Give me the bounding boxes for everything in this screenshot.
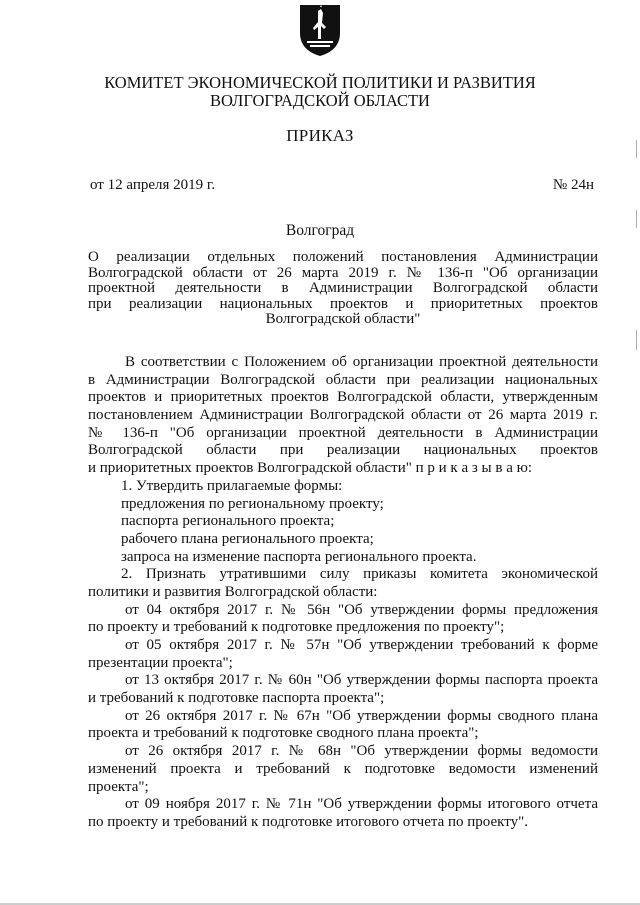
body-line: рабочего плана регионального проекта; xyxy=(121,530,374,547)
body-line: проекта"; xyxy=(88,778,149,795)
body-line: от 26 октября 2017 г. № 67н "Об утверждении формы сводного плана xyxy=(125,707,598,724)
subject-line: Волгоградской области от 26 марта 2019 г. № 136-п "Об организации xyxy=(88,264,598,281)
subject-line: О реализации отдельных положений постановления Администрации xyxy=(88,249,598,265)
organization-name-line1: КОМИТЕТ ЭКОНОМИЧЕСКОЙ ПОЛИТИКИ И РАЗВИТИЯ xyxy=(104,73,536,92)
body-line: Волгоградской области при реализации национальных проектов xyxy=(88,442,598,459)
body-line: в Администрации Волгоградской области при реализации национальных xyxy=(88,371,598,388)
document-city: Волгоград xyxy=(285,222,355,239)
scan-edge-mark xyxy=(636,140,637,158)
body-line: № 136-п "Об организации проектной деятельности в Администрации xyxy=(88,424,598,441)
body-line: паспорта регионального проекта; xyxy=(121,513,335,530)
scan-edge-mark xyxy=(636,330,637,350)
body-line: 2. Признать утратившими силу приказы комитета экономической xyxy=(121,566,598,583)
body-line: презентации проекта"; xyxy=(88,654,233,671)
document-type-title: ПРИКАЗ xyxy=(286,126,354,145)
body-line: и приоритетных проектов Волгоградской области" п р и к а з ы в а ю: xyxy=(88,460,532,477)
body-line: политики и развития Волгоградской области: xyxy=(88,583,378,600)
document-subject xyxy=(88,250,598,328)
body-line: проекта и требований к подготовке сводного плана проекта"; xyxy=(88,725,479,742)
document-number: № 24н xyxy=(552,177,594,193)
body-line: изменений проекта и требований к подготовке ведомости изменений xyxy=(88,760,598,777)
body-line: 1. Утвердить прилагаемые формы: xyxy=(121,477,343,494)
body-line: В соответствии с Положением об организации проектной деятельности xyxy=(125,354,598,370)
body-line: проектов и приоритетных проектов Волгоградской области, утвержденным xyxy=(88,389,598,406)
document-body xyxy=(88,354,598,832)
body-line: по проекту и требований к подготовке итогового отчета по проекту". xyxy=(88,813,528,830)
body-line: от 13 октября 2017 г. № 60н "Об утверждении формы паспорта проекта xyxy=(125,672,598,689)
body-line: по проекту и требований к подготовке предложения по проекту"; xyxy=(88,619,505,636)
body-line: от 04 октября 2017 г. № 56н "Об утверждении формы предложения xyxy=(125,601,598,618)
body-line: от 09 ноября 2017 г. № 71н "Об утверждении формы итогового отчета xyxy=(125,796,598,813)
subject-line: Волгоградской области" xyxy=(265,311,421,327)
volgograd-coat-of-arms-icon xyxy=(297,3,343,57)
organization-name-line2: ВОЛГОГРАДСКОЙ ОБЛАСТИ xyxy=(210,91,430,110)
subject-line: при реализации национальных проектов и приоритетных проектов xyxy=(88,295,598,312)
scan-edge-mark xyxy=(636,210,637,228)
document-date: от 12 апреля 2019 г. xyxy=(90,177,216,193)
subject-line: проектной деятельности в Администрации Волгоградской области xyxy=(88,280,598,296)
body-line: от 05 октября 2017 г. № 57н "Об утверждении требований к форме xyxy=(125,637,598,653)
body-line: от 26 октября 2017 г. № 68н "Об утверждении формы ведомости xyxy=(125,743,598,760)
body-line: и требований к подготовке паспорта проекта"; xyxy=(88,690,385,707)
body-line: постановлением Администрации Волгоградской области от 26 марта 2019 г. xyxy=(88,407,598,424)
body-line: запроса на изменение паспорта регионального проекта. xyxy=(121,548,477,565)
body-line: предложения по региональному проекту; xyxy=(121,495,384,512)
